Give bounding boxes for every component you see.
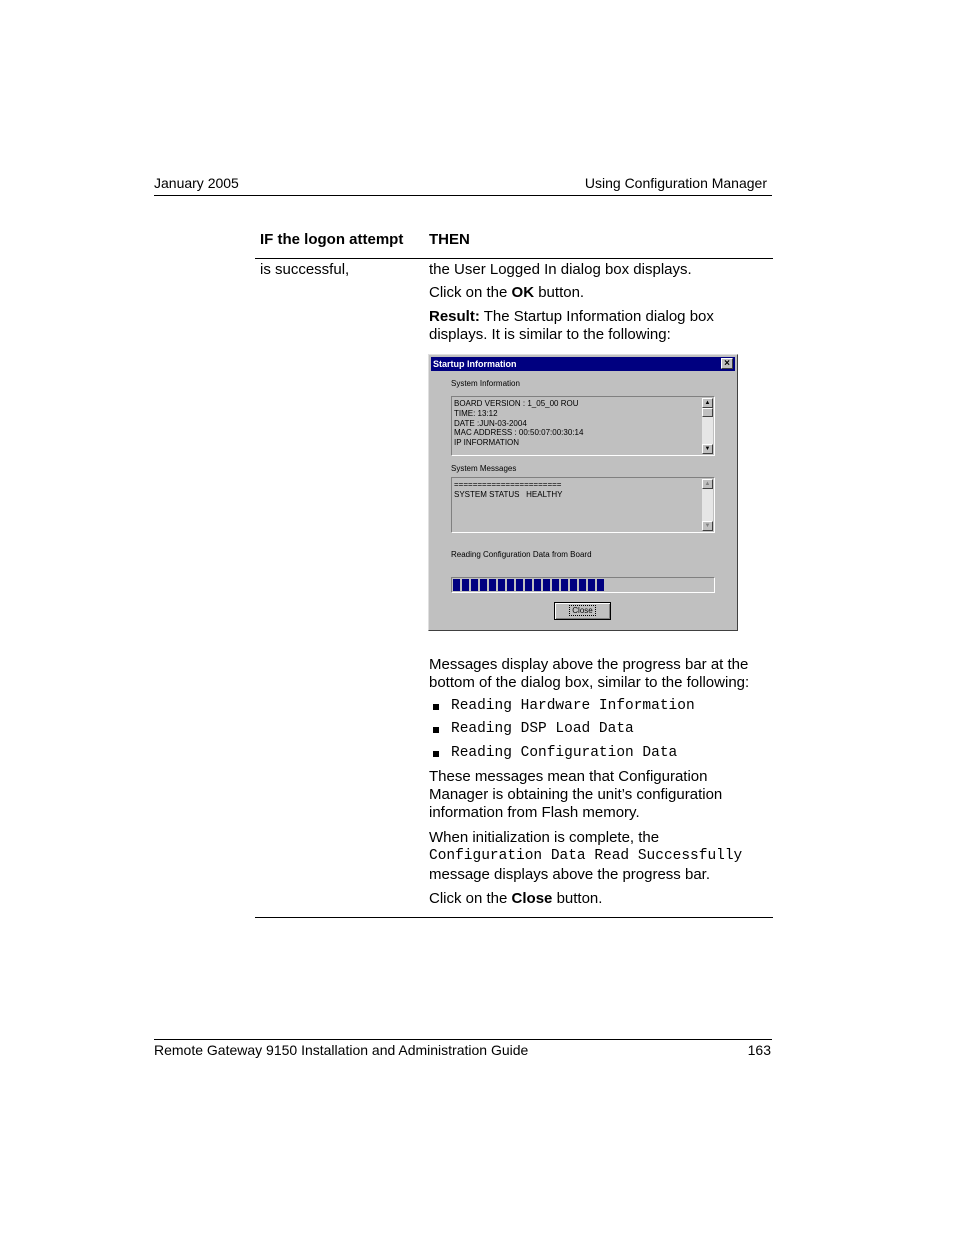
bullet-icon bbox=[433, 751, 439, 757]
progress-block bbox=[453, 579, 460, 591]
result-line1: The Startup Information dialog box bbox=[479, 308, 714, 325]
dialog-close-button[interactable] bbox=[554, 602, 611, 620]
bullet-text: Reading Configuration Data bbox=[451, 745, 678, 761]
init-line1: When initialization is complete, the bbox=[429, 829, 660, 846]
progress-block bbox=[579, 579, 586, 591]
init-line3: message displays above the progress bar. bbox=[429, 866, 710, 883]
progress-block bbox=[525, 579, 532, 591]
table-col2-header: THEN bbox=[429, 231, 470, 248]
paragraph-messages-meaning bbox=[429, 768, 722, 822]
paragraph-initialization-complete bbox=[429, 829, 742, 884]
progress-block bbox=[588, 579, 595, 591]
meaning-line2: Manager is obtaining the unit’s configuration bbox=[429, 786, 723, 803]
progress-block bbox=[489, 579, 496, 591]
messages-line2: bottom of the dialog box, similar to the following: bbox=[429, 674, 750, 691]
progress-status-text: Reading Configuration Data from Board bbox=[451, 550, 592, 559]
paragraph-user-logged-in: the User Logged In dialog box displays. bbox=[429, 261, 692, 278]
page-number: 163 bbox=[747, 1042, 771, 1058]
table-header-rule bbox=[255, 258, 773, 259]
dialog-close-label: Close bbox=[572, 606, 593, 615]
progress-block bbox=[462, 579, 469, 591]
progress-block bbox=[498, 579, 505, 591]
header-rule bbox=[154, 195, 772, 196]
progress-block bbox=[480, 579, 487, 591]
dialog-title: Startup Information bbox=[433, 359, 517, 369]
system-information-text: BOARD VERSION : 1_05_00 ROU TIME: 13:12 DATE :JUN-03-2004 MAC ADDRESS : 00:50:07:00:30:14 IP INFORMATION bbox=[454, 399, 584, 448]
result-label: Result: bbox=[429, 308, 480, 325]
progress-bar bbox=[451, 577, 715, 593]
scroll-up-icon[interactable]: ▲ bbox=[702, 479, 713, 489]
progress-block bbox=[597, 579, 604, 591]
scroll-down-icon[interactable]: ▼ bbox=[702, 444, 713, 454]
bullet-text: Reading Hardware Information bbox=[451, 698, 695, 714]
system-information-box bbox=[451, 396, 715, 456]
table-row-condition: is successful, bbox=[260, 261, 350, 278]
system-messages-label: System Messages bbox=[451, 464, 517, 473]
paragraph-click-ok bbox=[429, 284, 584, 302]
scroll-down-icon[interactable]: ▼ bbox=[702, 521, 713, 531]
progress-bar-fill bbox=[453, 579, 604, 591]
result-line2: displays. It is similar to the following: bbox=[429, 326, 671, 343]
progress-block bbox=[534, 579, 541, 591]
footer-rule bbox=[154, 1039, 772, 1040]
meaning-line1: These messages mean that Configuration bbox=[429, 768, 708, 785]
table-bottom-rule bbox=[255, 917, 773, 918]
messages-line1: Messages display above the progress bar at the bbox=[429, 656, 749, 673]
close-label: Close bbox=[511, 890, 553, 907]
progress-block bbox=[471, 579, 478, 591]
progress-block bbox=[507, 579, 514, 591]
click-ok-post: button. bbox=[534, 284, 585, 301]
paragraph-messages-display bbox=[429, 656, 749, 692]
bullet-text: Reading DSP Load Data bbox=[451, 721, 634, 737]
header-section-title: Using Configuration Manager bbox=[584, 175, 767, 191]
system-messages-scrollbar[interactable] bbox=[702, 479, 713, 531]
progress-block bbox=[516, 579, 523, 591]
progress-block bbox=[552, 579, 559, 591]
table-col1-header: IF the logon attempt bbox=[260, 231, 404, 248]
footer-guide-title: Remote Gateway 9150 Installation and Administration Guide bbox=[154, 1042, 529, 1058]
system-messages-text: ======================= SYSTEM STATUS HEALTHY bbox=[454, 480, 563, 499]
click-ok-pre: Click on the bbox=[429, 284, 512, 301]
click-close-pre: Click on the bbox=[429, 890, 512, 907]
close-icon[interactable]: × bbox=[721, 358, 733, 369]
startup-information-dialog bbox=[428, 354, 738, 631]
scroll-up-icon[interactable]: ▲ bbox=[702, 398, 713, 408]
progress-block bbox=[561, 579, 568, 591]
bullet-icon bbox=[433, 727, 439, 733]
meaning-line3: information from Flash memory. bbox=[429, 804, 640, 821]
dialog-titlebar bbox=[431, 357, 735, 371]
paragraph-result bbox=[429, 308, 714, 344]
header-date: January 2005 bbox=[154, 175, 239, 191]
system-information-label: System Information bbox=[451, 379, 520, 388]
click-close-post: button. bbox=[552, 890, 603, 907]
scroll-thumb[interactable] bbox=[702, 408, 713, 417]
paragraph-click-close bbox=[429, 890, 602, 908]
progress-block bbox=[543, 579, 550, 591]
system-information-scrollbar[interactable] bbox=[702, 398, 713, 454]
ok-label: OK bbox=[511, 284, 535, 301]
progress-block bbox=[570, 579, 577, 591]
init-code: Configuration Data Read Successfully bbox=[429, 848, 743, 864]
bullet-icon bbox=[433, 704, 439, 710]
system-messages-box bbox=[451, 477, 715, 533]
